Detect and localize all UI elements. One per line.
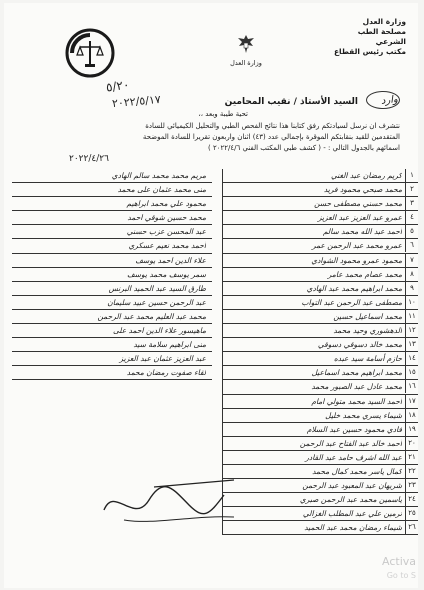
row-number: ٤ [405, 211, 418, 224]
person-name: فادي محمود حسين عبد السلام [306, 424, 402, 434]
handwritten-date-top: ٢٠٢٢/٥/١٧ [111, 92, 162, 111]
table-row [12, 169, 212, 183]
handwritten-margin-note: وارد [380, 94, 399, 107]
row-number: ٢٠ [405, 437, 418, 450]
table-row [222, 282, 418, 296]
person-name: أحمد السيد محمد متولي امام [311, 396, 402, 406]
document-page [4, 3, 418, 588]
person-name: نرمين علي عبد المطلب الغزالي [302, 509, 402, 519]
person-name: شيماء يسري محمد خليل [325, 410, 402, 420]
person-name: لقاء صفوت رمضان محمد [126, 368, 206, 378]
table-row [222, 409, 418, 423]
table-row [222, 310, 418, 324]
person-name: محمد اسماعيل حسين [333, 311, 402, 321]
row-number: ١٣ [405, 338, 418, 351]
table-row [222, 366, 418, 380]
table-row [12, 324, 212, 338]
row-number: ١٩ [405, 423, 418, 436]
handwritten-ref: ٥/٢٠ [105, 77, 131, 95]
person-name: شريهان عبد المعبود عبد الرحمن [302, 481, 402, 491]
person-name: منى محمد عثمان على محمد [117, 185, 206, 195]
row-number: ١١ [405, 310, 418, 323]
person-name: أحمد عبد الله محمد سالم [322, 227, 402, 237]
signature [94, 475, 244, 530]
table-row [222, 183, 418, 197]
names-column-left [12, 169, 212, 380]
person-name: محمد عصام محمد عامر [327, 269, 402, 279]
person-name: ماهيسور علاء الدين احمد على [112, 326, 206, 336]
table-row [12, 225, 212, 239]
row-number: ٢٥ [405, 507, 418, 520]
person-name: مريم محمد محمد سالم الهادي [111, 171, 206, 180]
ministry-caption: وزارة العدل [230, 59, 262, 67]
person-name: أحمد محمد نعيم عسكري [128, 241, 206, 251]
person-name: محمد ابراهيم محمد اسماعيل [311, 368, 402, 378]
row-number: ١٧ [405, 395, 418, 408]
table-row [222, 352, 418, 366]
person-name: محمد حسين شوقي احمد [127, 213, 206, 223]
row-number: ٢ [405, 183, 418, 196]
person-name: عبد الله اشرف حامد عبد القادر [305, 452, 402, 462]
row-number: ٢١ [405, 451, 418, 464]
person-name: طارق السيد عبد الحميد البرنس [108, 283, 206, 293]
watermark-subtext: Go to S [386, 571, 416, 580]
row-number: ٨ [405, 268, 418, 281]
table-row [222, 268, 418, 282]
person-name: محمود علي محمد ابراهيم [126, 199, 206, 209]
row-number: ١٤ [405, 352, 418, 365]
addressee: السيد الأستاذ / نقيب المحامين [224, 97, 358, 107]
person-name: كمال ياسر محمد كمال محمد [312, 466, 402, 476]
person-name: منى ابراهيم سلامة سيد [133, 340, 206, 350]
person-name: الدهشوري وحيد محمد [333, 326, 402, 336]
table-row [222, 296, 418, 310]
row-number: ٢٢ [405, 465, 418, 478]
table-row [12, 352, 212, 366]
person-name: محمد عبد العليم محمد عبد الرحمن [97, 311, 206, 321]
person-name: محمد عادل عبد الصبور محمد [311, 382, 402, 392]
person-name: عمرو عبد العزيز عبد العزيز [317, 213, 402, 223]
person-name: عمرو محمد عبد الرحمن عمر [311, 241, 402, 251]
table-row [222, 395, 418, 409]
row-number: ١٢ [405, 324, 418, 337]
row-number: ١٦ [405, 380, 418, 393]
row-number: ٢٤ [405, 493, 418, 506]
row-number: ٦ [405, 239, 418, 252]
table-row [222, 521, 418, 535]
table-row [12, 254, 212, 268]
greeting: تحية طيبة وبعد ،، [198, 110, 248, 118]
person-name: حازم أسامة سيد عبده [333, 354, 402, 364]
row-number: ١٨ [405, 409, 418, 422]
person-name: عبد المحسن عزب حسني [126, 227, 206, 237]
person-name: كريم رمضان عبد الغني [330, 171, 402, 180]
row-number: ٥ [405, 225, 418, 238]
table-row [12, 197, 212, 211]
table-row [222, 239, 418, 253]
table-row [222, 169, 418, 183]
names-column-right [222, 169, 418, 535]
table-row [12, 296, 212, 310]
handwritten-date-bottom: ٢٠٢٢/٤/٢٦ [69, 154, 109, 164]
row-number: ١ [405, 169, 418, 182]
row-number: ٩ [405, 282, 418, 295]
person-name: عبد العزيز عثمان عبد العزيز [119, 354, 206, 364]
row-number: ١٠ [405, 296, 418, 309]
eagle-icon [235, 33, 257, 55]
letterhead [326, 17, 406, 57]
justice-scales-logo [64, 27, 116, 79]
watermark-text: Activa [382, 555, 416, 568]
table-row [222, 507, 418, 521]
table-row [12, 282, 212, 296]
person-name: محمود عمرو محمود الشوادي [311, 255, 402, 265]
table-row [222, 211, 418, 225]
table-row [12, 211, 212, 225]
table-row [12, 268, 212, 282]
ministry-name: وزارة العدل [362, 17, 406, 26]
person-name: أحمد خالد عبد الفتاح عبد الرحمن [299, 438, 402, 448]
person-name: مصطفى عبد الرحمن عبد التواب [301, 297, 402, 307]
person-name: محمد خالد دسوقي دسوقي [317, 340, 402, 350]
row-number: ٢٣ [405, 479, 418, 492]
letter-line: نتشرف ان نرسل لسيادتكم رفق كتابنا هذا نتائج الفحص الطبي والتحليل الكيميائي للسادة [145, 122, 400, 130]
row-number: ٢٦ [405, 521, 418, 534]
table-row [222, 225, 418, 239]
table-row [222, 197, 418, 211]
letter-line: اسمائهم بالجدول التالي : - ( كشف طبي المكتب الفني ٢٠٢٢/٤/٦ ) [208, 144, 400, 152]
table-row [222, 423, 418, 437]
table-row [222, 451, 418, 465]
row-number: ٧ [405, 254, 418, 267]
table-row [222, 338, 418, 352]
office-name: مكتب رئيس القطاع [333, 47, 406, 56]
table-row [222, 479, 418, 493]
letter-body [70, 121, 400, 154]
row-number: ١٥ [405, 366, 418, 379]
person-name: سمر يوسف محمد يوسف [126, 269, 206, 279]
person-name: علاء الدين احمد يوسف [135, 255, 206, 265]
person-name: محمد ابراهيم محمد عبد الهادي [306, 283, 402, 293]
person-name: شيماء رمضان محمد عبد الحميد [304, 523, 402, 533]
table-row [222, 254, 418, 268]
table-row [12, 239, 212, 253]
authority-name: مصلحة الطب الشرعي [357, 27, 406, 46]
table-row [222, 465, 418, 479]
table-row [222, 493, 418, 507]
table-row [222, 324, 418, 338]
letter-line: المتقدمين للقيد بنقابتكم الموقرة بإجمالي عدد (٤٣) اثنان واربعون تقريرا للسادة الموضحة [142, 133, 400, 141]
stamp-area [46, 11, 162, 111]
table-row [222, 437, 418, 451]
ministry-emblem [226, 33, 266, 67]
person-name: ياسمين محمد عبد الرحمن صبري [299, 495, 402, 505]
table-row [222, 380, 418, 394]
table-row [12, 366, 212, 380]
row-number: ٣ [405, 197, 418, 210]
table-row [12, 338, 212, 352]
person-name: محمد صبحي محمود فريد [323, 185, 402, 195]
person-name: عبد الرحمن حسين عبيد سليمان [107, 297, 206, 307]
table-row [12, 310, 212, 324]
table-row [12, 183, 212, 197]
person-name: محمد حسني مصطفى حسن [314, 199, 402, 209]
